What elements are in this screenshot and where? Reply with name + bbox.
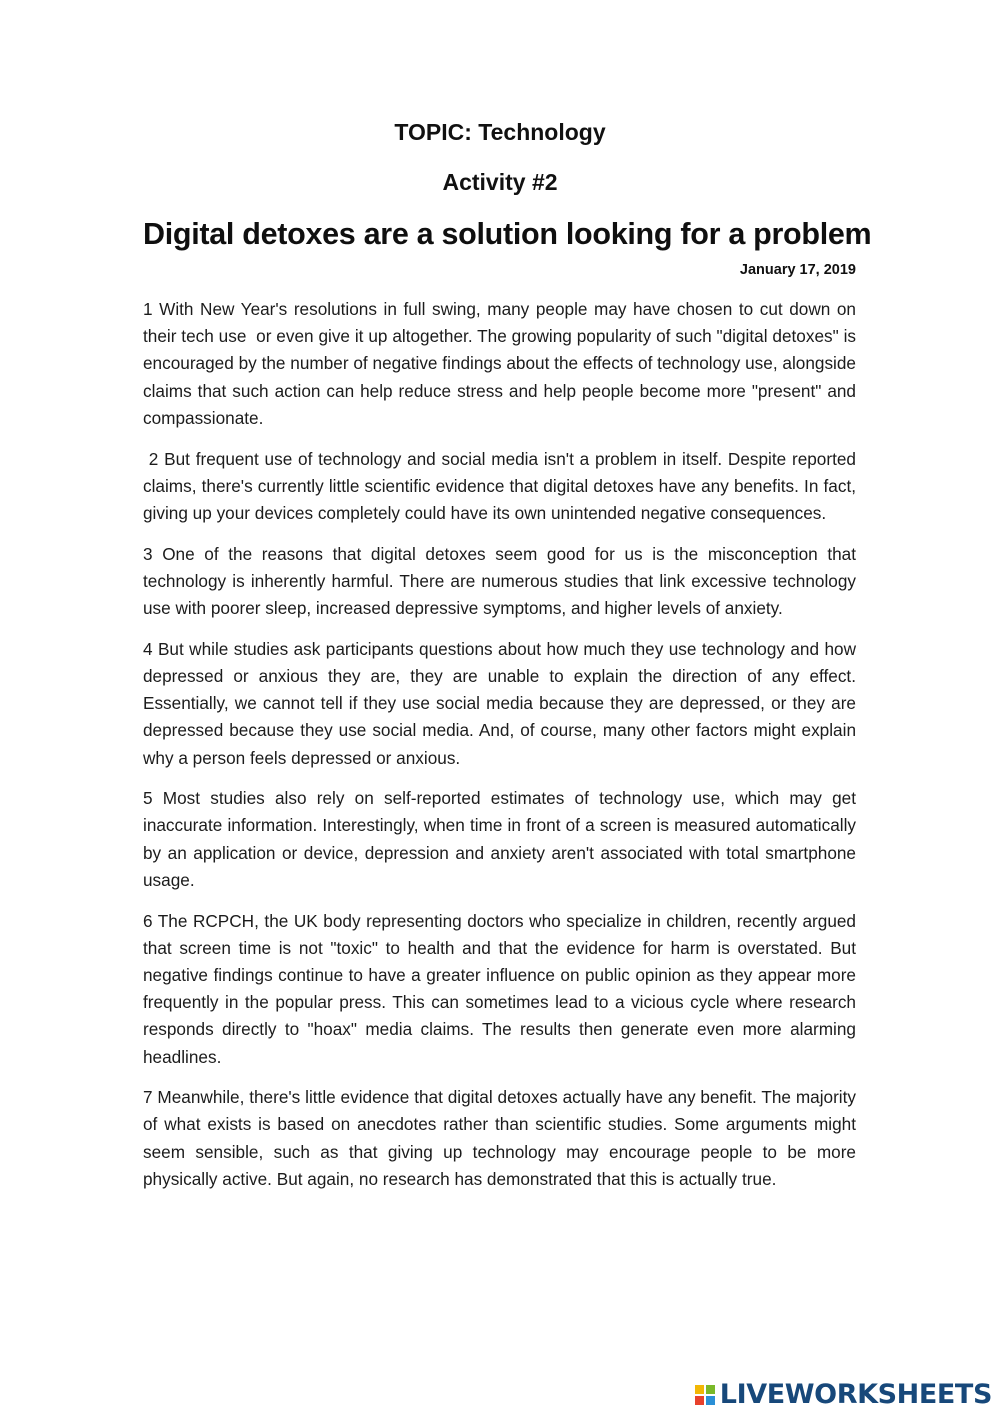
paragraph-5: 5 Most studies also rely on self-reported estimates of technology use, which may get inaccurate information. Interestingly, when time in front of a screen is measured automatically by an application or device, depression and anxiety aren't associated with total smartphone usage. bbox=[143, 788, 861, 890]
paragraph-7: 7 Meanwhile, there's little evidence that digital detoxes actually have any benefit. The majority of what exists is based on anecdotes rather than scientific studies. Some arguments might seem sensible, such as that giving up technology may encourage people to be more physically active. But again, no research has demonstrated that this is actually true. bbox=[143, 1087, 861, 1189]
paragraph-3: 3 One of the reasons that digital detoxes seem good for us is the misconception that technology is inherently harmful. There are numerous studies that link excessive technology use with poorer sleep, increased depressive symptoms, and higher levels of anxiety. bbox=[143, 543, 861, 619]
topic-heading: TOPIC: Technology bbox=[394, 119, 606, 145]
paragraph-2: 2 But frequent use of technology and social media isn't a problem in itself. Despite reported claims, there's currently little scientific evidence that digital detoxes have any benefits. In fact, giving up your devices completely could have its own unintended negative consequences. bbox=[143, 448, 861, 523]
logo-square-1 bbox=[695, 1385, 704, 1394]
article-date: January 17, 2019 bbox=[739, 262, 856, 278]
liveworksheets-logo bbox=[695, 1379, 992, 1410]
article-body bbox=[143, 296, 861, 1207]
logo-square-4 bbox=[706, 1396, 715, 1405]
liveworksheets-logo-icon bbox=[695, 1385, 715, 1405]
activity-heading: Activity #2 bbox=[442, 169, 558, 195]
logo-square-2 bbox=[706, 1385, 715, 1394]
article-title: Digital detoxes are a solution looking for a problem bbox=[143, 217, 872, 251]
logo-square-3 bbox=[695, 1396, 704, 1405]
paragraph-1: 1 With New Year's resolutions in full swing, many people may have chosen to cut down on their tech use or even give it up altogether. The growing popularity of such "digital detoxes" is encouraged by the number of negative findings about the effects of technology use, alongside claims that such action can help reduce stress and help people become more "present" and compassionate. bbox=[143, 299, 861, 428]
paragraph-6: 6 The RCPCH, the UK body representing doctors who specialize in children, recently argued that screen time is not "toxic" to health and that the evidence for harm is overstated. But negative findings continue to have a greater influence on public opinion as they appear more frequently in the popular press. This can sometimes lead to a vicious cycle where research responds directly to "hoax" media claims. The results then generate even more alarming headlines. bbox=[143, 910, 861, 1067]
paragraph-4: 4 But while studies ask participants questions about how much they use technology and how depressed or anxious they are, they are unable to explain the direction of any effect. Essentially, we cannot tell if they use social media because they are depressed, or they are depressed because they use social media. And, of course, many other factors might explain why a person feels depressed or anxious. bbox=[143, 638, 861, 768]
logo-text: LIVEWORKSHEETS bbox=[719, 1379, 992, 1410]
